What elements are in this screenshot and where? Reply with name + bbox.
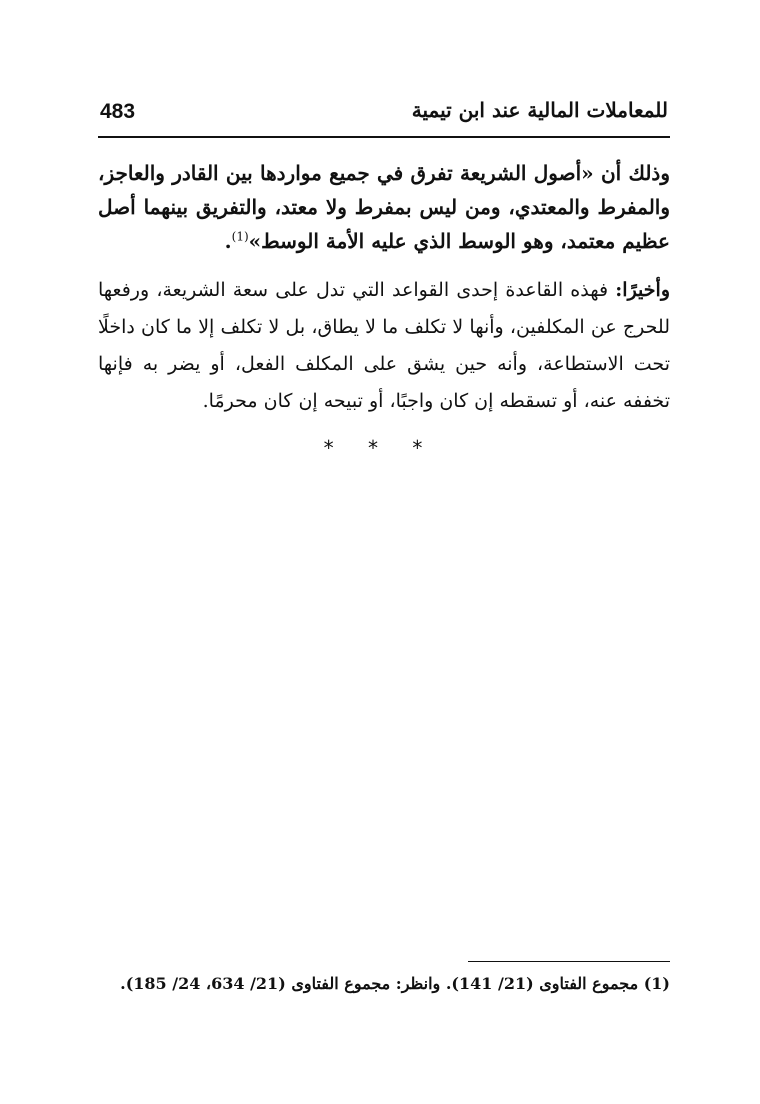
paragraph-conclusion xyxy=(98,272,670,420)
paragraph-conclusion-text: فهذه القاعدة إحدى القواعد التي تدل على سعة الشريعة، ورفعها للحرج عن المكلفين، وأنها لا تكلف ما لا يطاق، بل لا تكلف إلا ما كان داخلًا تحت الاستطاعة، وأنه حين يشق على المكلف الفعل، أو يضر به فإنها تخففه عنه، أو تسقطه إن كان واجبًا، أو تبيحه إن كان محرمًا. xyxy=(98,279,670,412)
footnote-marker: (1) xyxy=(231,229,249,244)
paragraph-quote-text: وذلك أن «أصول الشريعة تفرق في جميع مواردها بين القادر والعاجز، والمفرط والمعتدي، ومن ليس بمفرط ولا معتد، والتفريق بينهما أصل عظيم معتمد، وهو الوسط الذي عليه الأمة الوسط» xyxy=(98,161,670,253)
paragraph-quote xyxy=(98,156,670,258)
paragraph-quote-end: . xyxy=(224,229,232,253)
paragraph-lead-word: وأخيرًا: xyxy=(615,279,670,301)
footnote-divider xyxy=(468,961,670,962)
page-number: 483 xyxy=(100,100,136,123)
footnote: (1) مجموع الفتاوى (21/ 141). وانظر: مجموع الفتاوى (21/ 634، 24/ 185). xyxy=(120,974,670,993)
running-title: للمعاملات المالية عند ابن تيمية xyxy=(411,98,668,122)
page-header xyxy=(98,96,670,138)
section-separator: * * * xyxy=(323,436,437,460)
